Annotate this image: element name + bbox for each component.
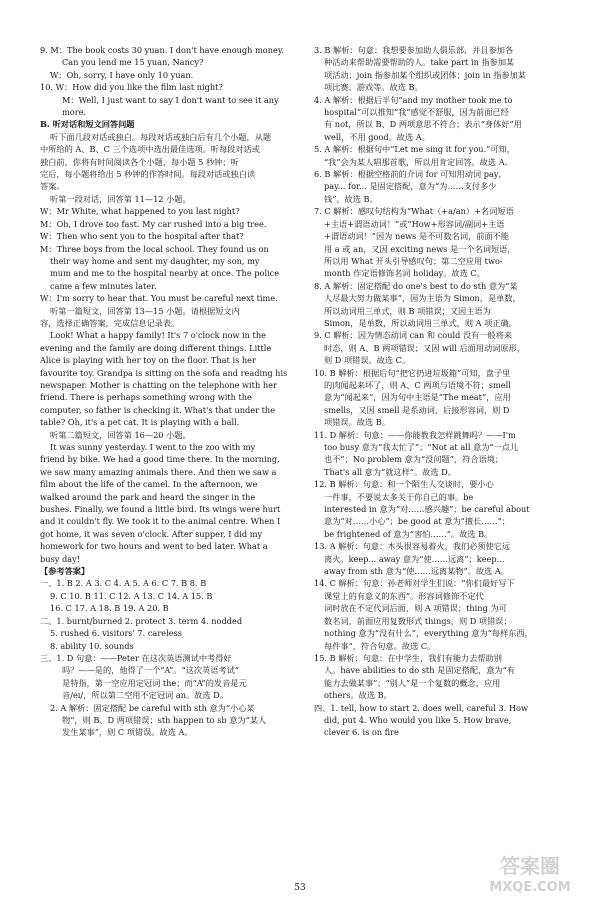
right-column-line: others。故选 B。 — [324, 690, 392, 701]
right-column-line: 8. A 解析：固定搭配 do one's best to do sth 意为“某 — [314, 280, 518, 291]
left-column-line: film about the life of the camel. In the afternoon, we — [40, 479, 258, 490]
left-column-line: M：Three boys from the local school. They found us on — [40, 243, 269, 254]
left-column-line: 中所给的 A、B、C 三个选项中选出最佳选项。听每段对话或 — [40, 144, 260, 155]
right-column-line: 用 a 或 an，又因 exciting news 是一个名词短语， — [324, 243, 516, 254]
right-column-line: 所以用 What 开头引导感叹句；第二空应用 two- — [324, 255, 503, 266]
right-column-line: “我”会为某人唱那首歌，所以用肯定回答。故选 A。 — [324, 156, 513, 167]
right-column-line: 14. C 解析：句意：孙老师对学生们说：“你们最好写下 — [314, 578, 515, 589]
right-column-line: did, put 4. Who would you like 5. How brave, — [324, 714, 512, 725]
left-column-line: 物”，则 B、D 两项错误；sth happen to sb 意为“某人 — [62, 714, 267, 725]
left-column-line: 容，选择正确答案，完成信息记录表。 — [40, 317, 180, 328]
left-column-line: M：Oh, I drove too fast. My car rushed into a big tree. — [40, 218, 267, 229]
left-column-line: 5. rushed 6. visitors' 7. careless — [50, 628, 182, 639]
left-column-line: we saw many amazing animals there. And then we saw a — [40, 466, 277, 477]
right-column-line: 意为“闻起来”，因为句中主语是“The meat”，应用 — [324, 392, 511, 403]
right-column-line: +谓语动词！”因为 news 是不可数名词，前面不能 — [324, 231, 509, 242]
right-column-line: 人。have abilities to do sth 是固定搭配，意为“有 — [324, 665, 515, 676]
right-column-line: 的肉闻起来坏了，则 A、C 两项与语境不符；smell — [324, 379, 511, 390]
right-column-line: 也不”；No problem 意为“没问题”，符合语境； — [324, 454, 504, 465]
left-column-line: 2. A 解析：固定搭配 be careful with sth 意为“小心某 — [50, 702, 255, 713]
right-column-line: 项比赛、游戏等。故选 B。 — [324, 82, 423, 93]
right-column-line: pay... for... 是固定搭配，意为“为……支付多少 — [324, 181, 497, 192]
right-column-line: 数名词，前面应用复数形式 things，则 D 项错误； — [324, 615, 512, 626]
right-column-line: 6. B 解析：根据空格前的介词 for 可知用动词 pay， — [314, 169, 507, 180]
right-column-line: 12. B 解析：句意：和一个陌生人交谈时，要小心 — [314, 479, 494, 490]
right-column-line: 有 not，所以 B、D 两项意思不符合；表示“身体好”用 — [324, 119, 522, 130]
right-column-line: smells，又因 smell 是系动词，后接形容词，则 D — [324, 404, 510, 415]
right-column-line: 则 D 项错误。故选 C。 — [324, 355, 411, 366]
left-column-line: friend by bike. We had a good time there. In the morning, — [40, 454, 280, 465]
right-column-line: 钱”。故选 B。 — [324, 193, 378, 204]
right-column-line: 3. B 解析：句意：我想要参加助人俱乐部，并且参加各 — [314, 45, 514, 55]
left-column-line: walked around the park and heard the singer in the — [40, 491, 256, 502]
left-column-line: mum and me to the hospital nearby at once. The police — [50, 268, 280, 279]
left-column-line: table? Oh, it's a pet cat. It is playing with a ball. — [40, 417, 240, 428]
left-column-line: 独白前，你将有时间阅读各个小题，每小题 5 秒钟；听 — [40, 156, 239, 167]
left-column-line: 9. M：The book costs 30 yuan. I don't have enough money. — [40, 45, 284, 55]
left-column-line: computer, so father is checking it. What's that under the — [40, 404, 276, 415]
left-column — [40, 44, 302, 739]
left-column-line: more. — [62, 107, 87, 118]
left-column-line: 一、1. B 2. A 3. C 4. A 5. A 6. C 7. B 8. B — [40, 578, 207, 589]
left-column-line: 是特指，第一空应用定冠词 the；而“A”的发音是元 — [62, 677, 247, 688]
right-column-line: 15. B 解析：句意：在中学生，我们有能力去帮助别 — [314, 652, 502, 663]
right-column-line: 9. C 解析：因为情态动词 can 和 could 没有一般将来 — [314, 330, 513, 341]
right-column-line: 11. D 解析：句意：——你能教我怎样跳舞吗？——I'm — [314, 429, 516, 440]
right-column-line: month 作定语修饰名词 holiday。故选 C。 — [324, 268, 485, 279]
left-column-line: W：Mr White, what happened to you last night? — [40, 206, 240, 217]
right-column-line: 词时放在不定代词后面，则 A 项错误；thing 为可 — [324, 603, 507, 614]
right-column — [314, 44, 564, 739]
watermark-line1: 答案圈 — [500, 854, 560, 878]
page-number: 53 — [294, 883, 306, 893]
right-column-line: too busy 意为“我太忙了”；“Not at all 意为“一点儿 — [324, 442, 519, 452]
right-column-line: 7. C 解析：感叹句结构为“What（+a/an）+名词短语 — [314, 206, 514, 217]
right-column-line: 4. A 解析：根据后半句“and my mother took me to — [314, 94, 513, 105]
left-column-line: Alice is playing with her toy on the floor. That is her — [40, 355, 256, 366]
left-column-line: 听第一段对话，回答第 11—12 小题。 — [50, 193, 191, 204]
left-column-line: their way home and sent my daughter, my son, my — [50, 255, 260, 266]
left-column-line: and it couldn't fly. We took it to the animal centre. When I — [40, 516, 281, 527]
left-column-line: newspaper. Mother is chatting on the telephone with her — [40, 379, 277, 390]
right-column-line: 项错误。故选 B。 — [324, 417, 390, 428]
left-column-line: 8. ability 10. sounds — [50, 640, 134, 651]
right-column-line: 项活动；join 指参加某个组织或团体；join in 指参加某 — [324, 69, 526, 80]
left-column-line: friend. There is perhaps something wrong with the — [40, 392, 252, 403]
right-column-line: 四、1. tell, how to start 2. does well, careful 3. How — [314, 702, 528, 713]
left-column-line: W：Oh, sorry, I have only 10 yuan. — [50, 69, 194, 80]
left-column-line: It was sunny yesterday. I went to the zoo with my — [50, 442, 256, 452]
right-column-line: 每件事”，符合句意。故选 C。 — [324, 640, 436, 651]
left-column-line: came a few minutes later. — [50, 280, 157, 291]
left-column-line: B. 听对话和短文回答问题 — [40, 119, 135, 130]
left-column-line: 二、1. burnt/burned 2. protect 3. term 4. nodded — [40, 615, 243, 626]
right-column-line: 一件事，不要说太多关于你自己的事。be — [324, 491, 474, 502]
left-column-line: 10. W：How did you like the film last night? — [40, 82, 223, 93]
left-column-line: 听第一篇短文，回答第 13—15 小题。请根据短文内 — [50, 305, 240, 316]
right-column-line: 离火。keep... away 意为“使……远离”；keep... — [324, 553, 505, 564]
right-column-line: 意为“对……小心”；be good at 意为“擅长……”； — [324, 516, 510, 527]
right-column-line: 课堂上的有意义的东西”。形容词修饰不定代 — [324, 590, 484, 601]
right-column-line: 人尽最大努力做某事”，因为主语为 Simon，是单数， — [324, 293, 521, 304]
right-column-line: 10. B 解析：根据后句“把它扔进垃圾箱”可知，盘子里 — [314, 367, 511, 378]
left-column-line: 音/eɪ/，所以第二空用不定冠词 an。故选 D。 — [62, 690, 228, 701]
right-column-line: away from sth 意为“使……远离某物”。故选 A。 — [324, 566, 509, 577]
right-column-line: That's all 意为“就这样”。故选 D。 — [324, 466, 456, 477]
left-column-line: homework for two hours and went to bed later. What a — [40, 541, 268, 552]
left-column-line: Can you lend me 15 yuan, Nancy? — [62, 57, 204, 68]
left-column-line: 【参考答案】 — [40, 566, 90, 577]
right-column-line: 种活动来帮助需要帮助的人。take part in 指参加某 — [324, 57, 515, 68]
left-column-line: evening and the family are doing different things. Little — [40, 342, 272, 353]
right-column-line: 时态，则 A、B 两项错误；又因 will 后面用动词原形， — [324, 342, 525, 353]
right-column-line: 5. A 解析：根据句中“Let me sing it for you.”可知， — [314, 144, 515, 155]
left-column-line: Look! What a happy family! It's 7 o'clock now in the — [50, 330, 266, 341]
right-column-line: interested in 意为“对……感兴趣”；be careful about — [324, 504, 530, 515]
left-column-line: bushes. Finally, we found a little bird. Its wings were hurt — [40, 504, 281, 515]
left-column-line: 答案。 — [40, 181, 65, 192]
left-column-line: got home, it was seven o'clock. After supper, I did my — [40, 528, 263, 539]
left-column-line: busy day! — [40, 553, 80, 564]
left-column-line: M：Well, I just want to say I don't want to see it any — [62, 94, 279, 105]
right-column-line: nothing 意为“没有什么”，everything 意为“每样东西， — [324, 628, 533, 639]
right-column-line: clever 6. is on fire — [324, 727, 399, 738]
right-column-line: hospital”可以推知“我”感觉不舒服，因为前面已经 — [324, 107, 509, 118]
left-column-line: 发生某事”，则 C 项错误。故选 A。 — [62, 727, 193, 738]
left-column-line: 9. C 10. B 11. C 12. A 13. C 14. A 15. B — [50, 590, 213, 601]
left-column-line: 三、1. D 句意：——Peter 在这次英语测试中考得好 — [40, 652, 232, 663]
right-column-line: +主语+谓语动词！”或“How+形容词/副词+主语 — [324, 218, 505, 229]
right-column-line: be frightened of 意为“害怕……”。故选 B。 — [324, 528, 493, 539]
left-column-line: favourite toy. Grandpa is sitting on the sofa and reading his — [40, 367, 288, 378]
left-column-line: W：Then who sent you to the hospital after that? — [40, 231, 244, 242]
left-column-line: 16. C 17. A 18. B 19. A 20. B — [50, 603, 169, 614]
left-column-line: 完后，每小题将给出 5 秒钟的作答时间。每段对话或独白读 — [40, 169, 256, 180]
watermark-line2: MXQE.COM — [489, 880, 571, 895]
right-column-line: 能力去做某事”；“别人”是一个复数的概念，应用 — [324, 677, 501, 688]
left-column-line: 吗？——是的，他得了一个“A”。“这次英语考试” — [62, 665, 240, 676]
right-column-line: 所以动词用三单式，则 B 项错误；又因主语为 — [324, 305, 491, 316]
right-column-line: Simon，是单数，所以动词用三单式，则 A 项正确。 — [324, 317, 517, 328]
watermark-logo — [470, 849, 590, 897]
right-column-line: well，不用 good。故选 A。 — [324, 131, 430, 142]
right-column-line: 13. A 解析：句意：木头很容易着火，我们必须使它远 — [314, 541, 511, 552]
left-column-line: W：I'm sorry to hear that. You must be careful next time. — [40, 293, 278, 304]
left-column-line: 听第二篇短文，回答第 16—20 小题。 — [50, 429, 191, 440]
left-column-line: 听下面几段对话或独白。每段对话或独白后有几个小题，从题 — [50, 131, 272, 142]
